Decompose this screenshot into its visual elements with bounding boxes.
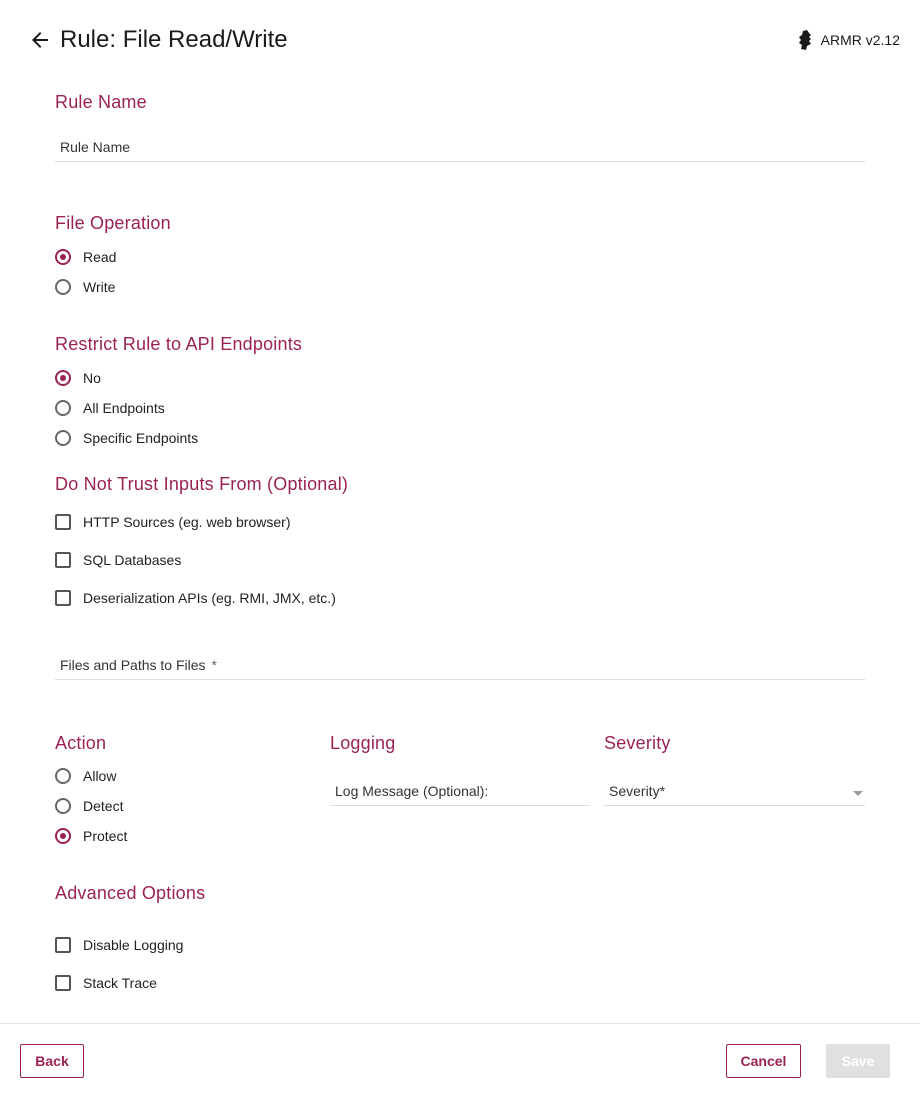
footer-divider <box>0 1023 920 1024</box>
version-badge <box>797 30 900 50</box>
logo-icon <box>797 30 813 50</box>
severity-placeholder: Severity* <box>609 782 666 799</box>
radio-button[interactable] <box>55 249 71 265</box>
version-label: ARMR v2.12 <box>820 32 900 48</box>
radio-label: No <box>83 370 101 386</box>
log-message-placeholder: Log Message (Optional): <box>335 782 489 799</box>
files-paths-input[interactable] <box>55 650 865 680</box>
checkbox-http-sources[interactable] <box>55 511 290 533</box>
checkbox-deserialization-apis[interactable] <box>55 587 336 609</box>
checkbox-sql-databases[interactable] <box>55 549 181 571</box>
checkbox-disable-logging[interactable] <box>55 934 183 956</box>
radio-protect[interactable] <box>55 825 127 847</box>
back-arrow-icon[interactable] <box>28 28 52 52</box>
radio-no[interactable] <box>55 367 101 389</box>
files-paths-placeholder: Files and Paths to Files <box>60 656 206 673</box>
checkbox-stack-trace[interactable] <box>55 972 157 994</box>
rule-name-placeholder: Rule Name <box>60 138 131 155</box>
radio-button[interactable] <box>55 400 71 416</box>
checkbox[interactable] <box>55 590 71 606</box>
rule-name-input[interactable] <box>55 132 865 162</box>
severity-select[interactable] <box>604 776 865 806</box>
radio-label: Protect <box>83 828 128 844</box>
radio-label: Allow <box>83 768 117 784</box>
radio-write[interactable] <box>55 276 115 298</box>
advanced-options-heading: Advanced Options <box>55 883 206 903</box>
checkbox[interactable] <box>55 514 71 530</box>
checkbox[interactable] <box>55 975 71 991</box>
checkbox-label: Deserialization APIs (eg. RMI, JMX, etc.) <box>83 590 336 606</box>
required-mark: * <box>211 656 217 673</box>
rule-name-heading: Rule Name <box>55 92 147 112</box>
action-heading: Action <box>55 733 107 753</box>
checkbox-label: SQL Databases <box>83 552 182 568</box>
radio-label: Specific Endpoints <box>83 430 199 446</box>
radio-button[interactable] <box>55 828 71 844</box>
save-button[interactable]: Save <box>826 1044 890 1078</box>
radio-button[interactable] <box>55 430 71 446</box>
radio-button[interactable] <box>55 798 71 814</box>
radio-label: All Endpoints <box>83 400 165 416</box>
radio-all-endpoints[interactable] <box>55 397 165 419</box>
cancel-button[interactable]: Cancel <box>726 1044 801 1078</box>
radio-specific-endpoints[interactable] <box>55 427 198 449</box>
page-title: Rule: File Read/Write <box>60 26 288 53</box>
radio-allow[interactable] <box>55 765 116 787</box>
radio-button[interactable] <box>55 768 71 784</box>
back-button[interactable]: Back <box>20 1044 84 1078</box>
radio-detect[interactable] <box>55 795 123 817</box>
checkbox-label: Disable Logging <box>83 937 184 953</box>
severity-heading: Severity <box>604 733 671 753</box>
radio-label: Write <box>83 279 116 295</box>
radio-read[interactable] <box>55 246 116 268</box>
dropdown-arrow-icon[interactable] <box>853 791 863 796</box>
checkbox-label: Stack Trace <box>83 975 157 991</box>
checkbox-label: HTTP Sources (eg. web browser) <box>83 514 291 530</box>
radio-button[interactable] <box>55 370 71 386</box>
checkbox[interactable] <box>55 552 71 568</box>
checkbox[interactable] <box>55 937 71 953</box>
logging-heading: Logging <box>330 733 396 753</box>
radio-label: Read <box>83 249 117 265</box>
file-operation-heading: File Operation <box>55 213 171 233</box>
log-message-input[interactable] <box>330 776 590 806</box>
radio-label: Detect <box>83 798 124 814</box>
restrict-endpoints-heading: Restrict Rule to API Endpoints <box>55 334 303 354</box>
radio-button[interactable] <box>55 279 71 295</box>
untrusted-inputs-heading: Do Not Trust Inputs From (Optional) <box>55 474 349 494</box>
